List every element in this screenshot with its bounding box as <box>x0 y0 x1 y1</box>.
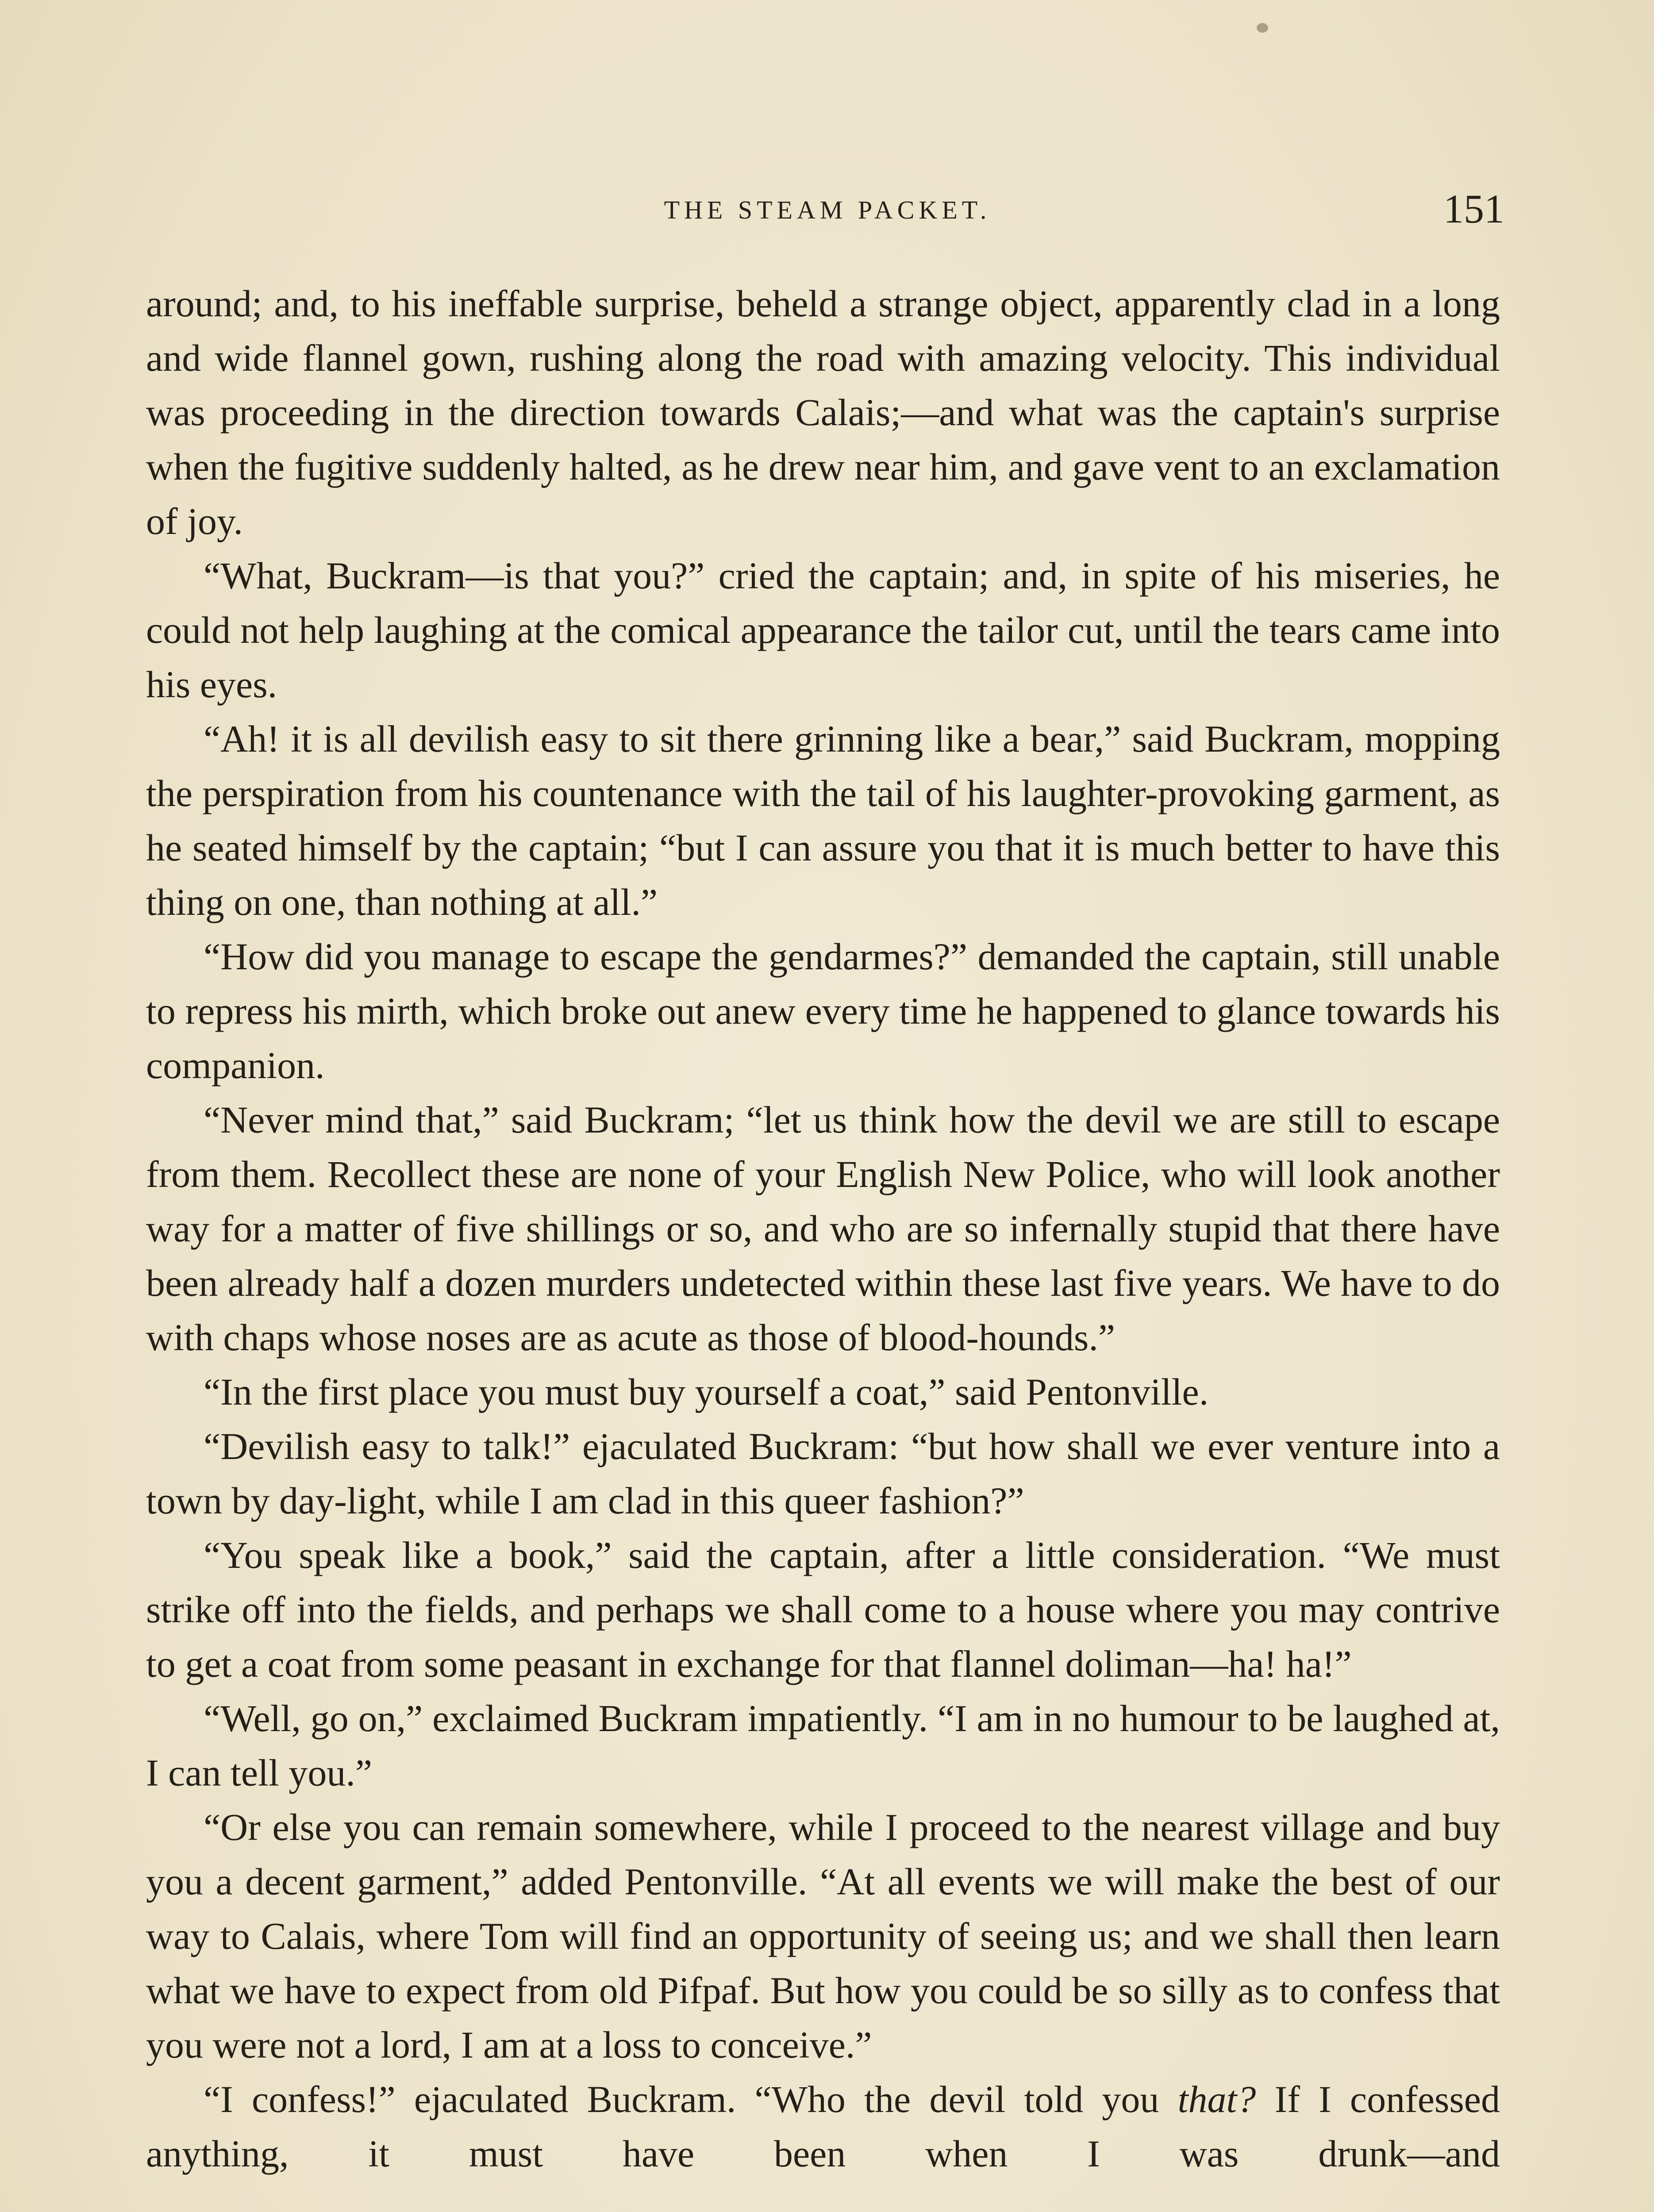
paragraph: around; and, to his ineffable surprise, beheld a strange object, apparently clad in a long and wide flannel gown, rushing along the road with amazing velocity. This individual was proceeding in the direction towards Calais;—and what was the captain's surprise when the fugitive suddenly halted, as he drew near him, and gave vent to an exclamation of joy. <box>146 282 1500 542</box>
page-number: 151 <box>1443 186 1504 231</box>
paragraph: “Never mind that,” said Buckram; “let us think how the devil we are still to escape from them. Recollect these are none of your English New Police, who will look another way for a matter of five shillings or so, and who are so infernally stupid that there have been already half a dozen murders undetected within these last five years. We have to do with chaps whose noses are as acute as those of blood-hounds.” <box>146 1098 1500 1359</box>
paragraph-text: If I confessed anything, it must have been when I was drunk—and <box>146 2078 1500 2175</box>
paragraph: “Well, go on,” exclaimed Buckram impatiently. “I am in no humour to be laughed at, I can tell you.” <box>146 1697 1500 1794</box>
paragraph: “Ah! it is all devilish easy to sit there grinning like a bear,” said Buckram, mopping the perspiration from his countenance with the tail of his laughter-provoking garment, as he seated himself by the captain; “but I can assure you that it is much better to have this thing on one, than nothing at all.” <box>146 718 1500 923</box>
running-head: THE STEAM PACKET. <box>664 196 991 224</box>
paragraph-text: “I confess!” ejaculated Buckram. “Who the devil told you <box>204 2078 1178 2120</box>
emphasized-word: that? <box>1177 2078 1256 2120</box>
body-text <box>146 276 1500 2181</box>
paragraph: “In the first place you must buy yourself a coat,” said Pentonville. <box>204 1371 1209 1413</box>
paragraph-continued <box>146 2072 1500 2181</box>
page-header <box>150 186 1504 239</box>
paragraph: “Or else you can remain somewhere, while I proceed to the nearest village and buy you a decent garment,” added Pentonville. “At all events we will make the best of our way to Calais, where Tom will find an opportunity of seeing us; and we shall then learn what we have to expect from old Pifpaf. But how you could be so silly as to confess that you were not a lord, I am at a loss to conceive.” <box>146 1806 1500 2066</box>
paragraph: “What, Buckram—is that you?” cried the captain; and, in spite of his miseries, he could not help laughing at the comical appearance the tailor cut, until the tears came into his eyes. <box>146 554 1500 706</box>
paragraph: “You speak like a book,” said the captain, after a little consideration. “We must strike off into the fields, and perhaps we shall come to a house where you may contrive to get a coat from some peasant in exchange for that flannel doliman—ha! ha!” <box>146 1534 1500 1685</box>
ink-speck <box>1257 23 1268 33</box>
paragraph: “How did you manage to escape the gendarmes?” demanded the captain, still unable to repress his mirth, which broke out anew every time he happened to glance towards his companion. <box>146 935 1500 1087</box>
paragraph: “Devilish easy to talk!” ejaculated Buckram: “but how shall we ever venture into a town by day-light, while I am clad in this queer fashion?” <box>146 1425 1500 1522</box>
